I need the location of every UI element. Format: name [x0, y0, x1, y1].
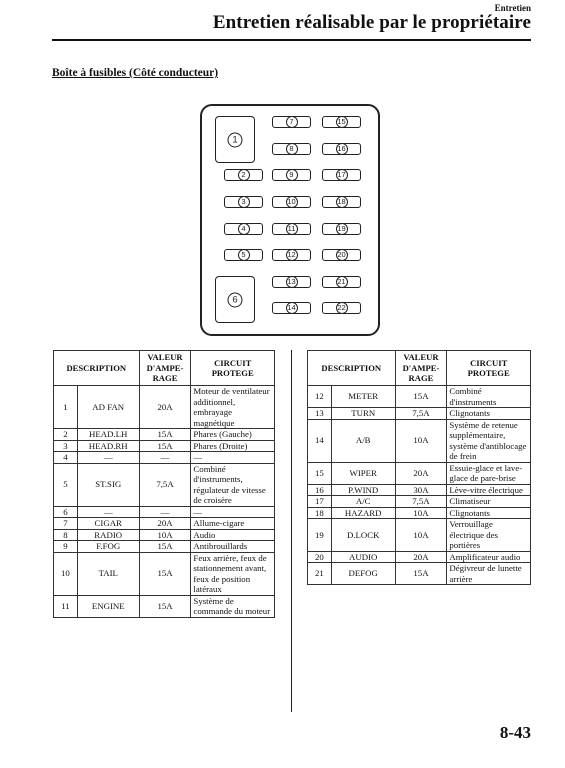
fuse-number-cell: 3	[54, 440, 78, 452]
fuse-circuit-cell: Climatiseur	[447, 496, 531, 508]
fuse-number: 19	[337, 224, 346, 233]
header-circuit: CIRCUIT PROTEGE	[191, 351, 275, 386]
table-row	[54, 440, 275, 452]
fuse-number-cell: 5	[54, 463, 78, 506]
fuse-circuit-cell: Système de commande du moteur	[191, 595, 275, 617]
fuse-slot	[272, 196, 311, 208]
header-description: DESCRIPTION	[308, 351, 396, 386]
table-row	[54, 386, 275, 429]
fuse-number-cell: 18	[308, 507, 332, 519]
fuse-number-cell: 10	[54, 552, 78, 595]
fuse-slot	[272, 223, 311, 235]
fuse-slot	[322, 223, 361, 235]
fuse-number-cell: 16	[308, 484, 332, 496]
table-row	[54, 518, 275, 530]
header-amperage: VALEUR D'AMPE- RAGE	[395, 351, 447, 386]
fuse-circuit-cell: Essuie-glace et lave-glace de pare-brise	[447, 462, 531, 484]
table-row	[54, 506, 275, 518]
section-label: Entretien	[494, 3, 531, 13]
fuse-table-right	[307, 350, 531, 585]
fuse-number: 1	[228, 132, 243, 147]
fuse-circuit-cell: Clignotants	[447, 408, 531, 420]
table-row	[308, 386, 531, 408]
fuse-amperage-cell: 20A	[139, 518, 191, 530]
fuse-amperage-cell: 20A	[139, 386, 191, 429]
fuse-slot	[272, 276, 311, 288]
fuse-slot	[322, 196, 361, 208]
fuse-slot	[224, 196, 263, 208]
table-row	[308, 563, 531, 585]
fuse-description-cell: DEFOG	[331, 563, 395, 585]
fuse-number-cell: 21	[308, 563, 332, 585]
fuse-number-cell: 6	[54, 506, 78, 518]
fuse-number-cell: 11	[54, 595, 78, 617]
fuse-circuit-cell: Amplificateur audio	[447, 551, 531, 563]
fuse-amperage-cell: 10A	[395, 519, 447, 552]
fuse-description-cell: —	[77, 506, 139, 518]
fuse-amperage-cell: 15A	[395, 386, 447, 408]
table-row	[308, 484, 531, 496]
fuse-number-cell: 7	[54, 518, 78, 530]
fuse-amperage-cell: 15A	[139, 552, 191, 595]
fuse-slot	[224, 169, 263, 181]
fuse-amperage-cell: —	[139, 506, 191, 518]
fuse-number-cell: 13	[308, 408, 332, 420]
fuse-amperage-cell: 15A	[139, 440, 191, 452]
fuse-slot	[272, 143, 311, 155]
fuse-table-left	[53, 350, 275, 618]
fuse-number-cell: 17	[308, 496, 332, 508]
fuse-description-cell: A/C	[331, 496, 395, 508]
fuse-box-diagram	[200, 104, 380, 336]
fuse-amperage-cell: 15A	[139, 429, 191, 441]
fuse-number-cell: 9	[54, 541, 78, 553]
fuse-amperage-cell: 15A	[139, 595, 191, 617]
fuse-amperage-cell: 20A	[395, 551, 447, 563]
fuse-number: 3	[238, 196, 250, 208]
fuse-number-cell: 8	[54, 529, 78, 541]
fuse-number: 7	[286, 116, 298, 128]
table-row	[308, 551, 531, 563]
fuse-description-cell: HEAD.RH	[77, 440, 139, 452]
fuse-number-cell: 15	[308, 462, 332, 484]
page-number: 8-43	[499, 723, 531, 742]
fuse-slot	[322, 276, 361, 288]
header-circuit: CIRCUIT PROTEGE	[447, 351, 531, 386]
table-row	[308, 519, 531, 552]
fuse-number: 5	[238, 249, 250, 261]
fuse-number-cell: 14	[308, 419, 332, 462]
fuse-amperage-cell: 7,5A	[395, 496, 447, 508]
subtitle: Boîte à fusibles (Côté conducteur)	[52, 67, 219, 79]
fuse-number: 4	[238, 223, 250, 235]
fuse-number: 2	[238, 169, 250, 181]
fuse-slot	[322, 249, 361, 261]
fuse-slot	[272, 169, 311, 181]
table-row	[54, 452, 275, 464]
fuse-description-cell: F.FOG	[77, 541, 139, 553]
fuse-circuit-cell: Combiné d'instruments	[447, 386, 531, 408]
fuse-circuit-cell: Phares (Gauche)	[191, 429, 275, 441]
fuse-amperage-cell: 15A	[139, 541, 191, 553]
fuse-amperage-cell: 10A	[395, 507, 447, 519]
table-row	[308, 419, 531, 462]
fuse-slot	[215, 276, 255, 323]
table-row	[54, 529, 275, 541]
fuse-amperage-cell: 7,5A	[395, 408, 447, 420]
fuse-slot	[322, 302, 361, 314]
fuse-number: 15	[337, 117, 346, 126]
fuse-description-cell: METER	[331, 386, 395, 408]
fuse-description-cell: TAIL	[77, 552, 139, 595]
fuse-amperage-cell: 30A	[395, 484, 447, 496]
title-rule	[52, 39, 531, 41]
header-description: DESCRIPTION	[54, 351, 140, 386]
column-divider	[291, 350, 292, 712]
fuse-amperage-cell: 7,5A	[139, 463, 191, 506]
fuse-description-cell: ENGINE	[77, 595, 139, 617]
fuse-number: 10	[287, 197, 296, 206]
fuse-circuit-cell: —	[191, 506, 275, 518]
header-amperage: VALEUR D'AMPE- RAGE	[139, 351, 191, 386]
fuse-number: 18	[337, 197, 346, 206]
fuse-slot	[224, 249, 263, 261]
fuse-circuit-cell: Feux arrière, feux de stationnement avant, feux de position latéraux	[191, 552, 275, 595]
fuse-amperage-cell: 10A	[139, 529, 191, 541]
fuse-description-cell: ST.SIG	[77, 463, 139, 506]
fuse-circuit-cell: Système de retenue supplémentaire, système d'antiblocage de frein	[447, 419, 531, 462]
fuse-circuit-cell: Verrouillage électrique des portières	[447, 519, 531, 552]
fuse-circuit-cell: Dégivreur de lunette arrière	[447, 563, 531, 585]
fuse-number: 8	[286, 143, 298, 155]
fuse-amperage-cell: 20A	[395, 462, 447, 484]
fuse-description-cell: A/B	[331, 419, 395, 462]
fuse-description-cell: AUDIO	[331, 551, 395, 563]
fuse-circuit-cell: Moteur de ventilateur additionnel, embrayage magnétique	[191, 386, 275, 429]
fuse-circuit-cell: Combiné d'instruments, régulateur de vitesse de croisère	[191, 463, 275, 506]
fuse-circuit-cell: Audio	[191, 529, 275, 541]
table-row	[54, 463, 275, 506]
fuse-number: 17	[337, 170, 346, 179]
fuse-number: 11	[286, 223, 298, 235]
table-row	[308, 496, 531, 508]
fuse-number: 12	[287, 250, 296, 259]
fuse-number: 9	[286, 169, 298, 181]
fuse-description-cell: D.LOCK	[331, 519, 395, 552]
fuse-circuit-cell: Lève-vitre électrique	[447, 484, 531, 496]
fuse-number: 14	[287, 303, 296, 312]
fuse-slot	[272, 302, 311, 314]
fuse-slot	[272, 116, 311, 128]
table-row	[308, 462, 531, 484]
page-title: Entretien réalisable par le propriétaire	[212, 12, 531, 33]
fuse-amperage-cell: 15A	[395, 563, 447, 585]
fuse-number: 16	[337, 144, 346, 153]
fuse-circuit-cell: Allume-cigare	[191, 518, 275, 530]
fuse-number: 13	[287, 277, 296, 286]
fuse-number-cell: 12	[308, 386, 332, 408]
fuse-circuit-cell: Clignotants	[447, 507, 531, 519]
fuse-description-cell: HEAD.LH	[77, 429, 139, 441]
fuse-number-cell: 20	[308, 551, 332, 563]
table-row	[54, 541, 275, 553]
table-row	[54, 552, 275, 595]
fuse-slot	[224, 223, 263, 235]
fuse-description-cell: P.WIND	[331, 484, 395, 496]
fuse-number-cell: 19	[308, 519, 332, 552]
fuse-description-cell: —	[77, 452, 139, 464]
fuse-slot	[322, 143, 361, 155]
fuse-number-cell: 2	[54, 429, 78, 441]
table-row	[54, 595, 275, 617]
fuse-description-cell: CIGAR	[77, 518, 139, 530]
fuse-description-cell: WIPER	[331, 462, 395, 484]
fuse-circuit-cell: Antibrouillards	[191, 541, 275, 553]
fuse-number: 22	[337, 303, 346, 312]
fuse-slot	[215, 116, 255, 163]
fuse-description-cell: RADIO	[77, 529, 139, 541]
fuse-number: 20	[337, 250, 346, 259]
table-row	[308, 507, 531, 519]
fuse-description-cell: TURN	[331, 408, 395, 420]
table-row	[308, 408, 531, 420]
fuse-slot	[322, 116, 361, 128]
fuse-number-cell: 1	[54, 386, 78, 429]
fuse-description-cell: HAZARD	[331, 507, 395, 519]
fuse-number: 6	[228, 292, 243, 307]
fuse-description-cell: AD FAN	[77, 386, 139, 429]
fuse-amperage-cell: 10A	[395, 419, 447, 462]
fuse-amperage-cell: —	[139, 452, 191, 464]
fuse-number: 21	[337, 277, 346, 286]
fuse-slot	[322, 169, 361, 181]
table-row	[54, 429, 275, 441]
fuse-number-cell: 4	[54, 452, 78, 464]
fuse-circuit-cell: Phares (Droite)	[191, 440, 275, 452]
fuse-slot	[272, 249, 311, 261]
fuse-circuit-cell: —	[191, 452, 275, 464]
